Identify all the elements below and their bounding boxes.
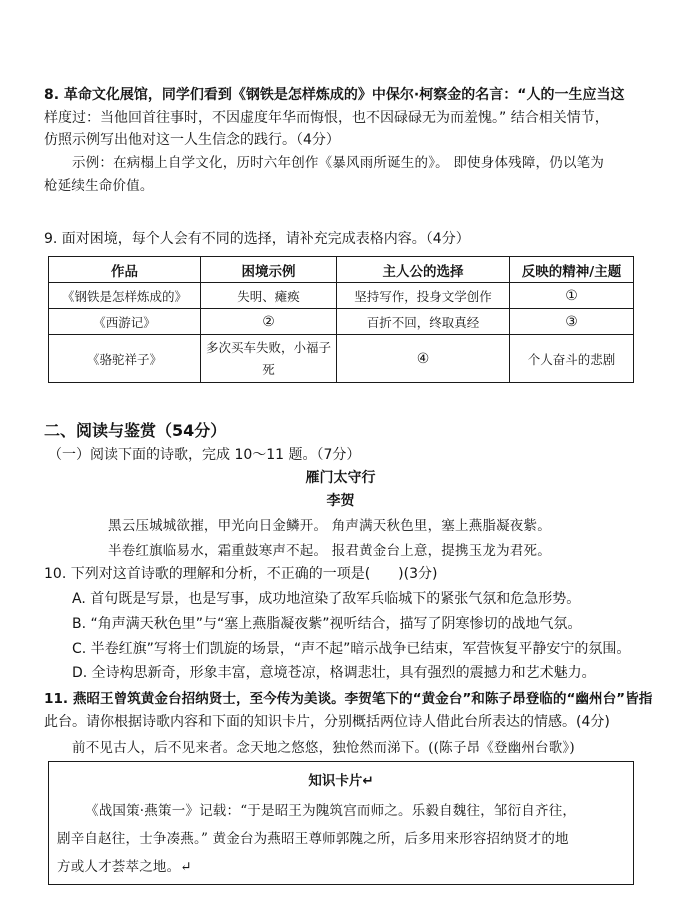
poem-line: 半卷红旗临易水，霜重鼓寒声不起。 报君黄金台上意，提携玉龙为君死。 <box>108 543 551 559</box>
table-cell: 《西游记》 <box>49 309 201 335</box>
q11-quote: 前不见古人，后不见来者。念天地之悠悠，独怆然而涕下。((陈子昂《登幽州台歌》) <box>72 740 575 756</box>
table-cell: 《骆驼祥子》 <box>49 335 201 383</box>
q11-stem-line2: 此台。请你根据诗歌内容和下面的知识卡片，分别概括两位诗人借此台所表达的情感。(4分) <box>44 714 610 730</box>
q9-table <box>48 256 634 383</box>
table-cell: 《钢铁是怎样炼成的》 <box>49 283 201 309</box>
poem-author: 李贺 <box>326 493 355 509</box>
knowledge-card-line: 《战国策·燕策一》记载：“于是昭王为隗筑宫而师之。乐毅自魏往，邹衍自齐往， <box>85 803 577 819</box>
answer-blank-4: ④ <box>337 335 510 383</box>
table-row <box>49 283 634 309</box>
q10-option-c: C. 半卷红旗”写将士们凯旋的场景，“声不起”暗示战争已结束，军营恢复平静安宁的氛围。 <box>72 641 631 657</box>
answer-blank-2: ② <box>201 309 337 335</box>
table-header: 反映的精神/主题 <box>510 257 634 283</box>
table-cell: 个人奋斗的悲剧 <box>510 335 634 383</box>
q8-stem-line2: 样度过：当他回首往事时，不因虚度年华而悔恨，也不因碌碌无为而羞愧。” 结合相关情节， <box>44 110 609 126</box>
q10-option-d: D. 全诗构思新奇，形象丰富，意境苍凉，格调悲壮，具有强烈的震撼力和艺术魅力。 <box>72 665 596 681</box>
poem-title: 雁门太守行 <box>305 470 376 486</box>
poem-line: 黑云压城城欲摧，甲光向日金鳞开。 角声满天秋色里，塞上燕脂凝夜紫。 <box>108 518 551 534</box>
table-header-row <box>49 257 634 283</box>
table-row <box>49 335 634 383</box>
answer-blank-3: ③ <box>510 309 634 335</box>
knowledge-card <box>48 761 634 885</box>
section-title: 二、阅读与鉴赏（54分） <box>44 421 227 440</box>
q8-example-line2: 枪延续生命价值。 <box>44 178 154 194</box>
answer-blank-1: ① <box>510 283 634 309</box>
table-cell: 多次买车失败，小福子死 <box>201 335 337 383</box>
table-cell: 百折不回，终取真经 <box>337 309 510 335</box>
table-header: 困境示例 <box>201 257 337 283</box>
table-header: 作品 <box>49 257 201 283</box>
section-part-heading: （一）阅读下面的诗歌，完成 10～11 题。（7分） <box>48 447 361 463</box>
q8-example-line1: 示例：在病榻上自学文化，历时六年创作《暴风雨所诞生的》。 即使身体残障，仍以笔为 <box>72 155 605 171</box>
knowledge-card-line: 方或人才荟萃之地。↵ <box>57 859 192 875</box>
q9-stem: 9. 面对困境，每个人会有不同的选择，请补充完成表格内容。（4分） <box>44 231 470 247</box>
table-row <box>49 309 634 335</box>
q10-stem: 10. 下列对这首诗歌的理解和分析，不正确的一项是( )(3分) <box>44 566 438 582</box>
table-cell: 失明、瘫痪 <box>201 283 337 309</box>
q11-stem-line1: 11. 燕昭王曾筑黄金台招纳贤士，至今传为美谈。李贺笔下的“黄金台”和陈子昂登临的“幽州台”皆指 <box>44 691 653 707</box>
q8-stem-line3: 仿照示例写出他对这一人生信念的践行。（4分） <box>44 132 340 148</box>
q8-stem-line1: 8. 革命文化展馆，同学们看到《钢铁是怎样炼成的》中保尔·柯察金的名言：“人的一生应当这 <box>44 87 625 103</box>
q10-option-a: A. 首句既是写景，也是写事，成功地渲染了敌军兵临城下的紧张气氛和危急形势。 <box>72 591 581 607</box>
q10-option-b: B. “角声满天秋色里”与“塞上燕脂凝夜紫”视听结合，描写了阴寒惨切的战地气氛。 <box>72 616 582 632</box>
table-cell: 坚持写作，投身文学创作 <box>337 283 510 309</box>
table-header: 主人公的选择 <box>337 257 510 283</box>
knowledge-card-title: 知识卡片↵ <box>308 773 374 789</box>
knowledge-card-line: 剧辛自赵往，士争凑燕。” 黄金台为燕昭王尊师郭隗之所，后多用来形容招纳贤才的地 <box>57 831 569 847</box>
